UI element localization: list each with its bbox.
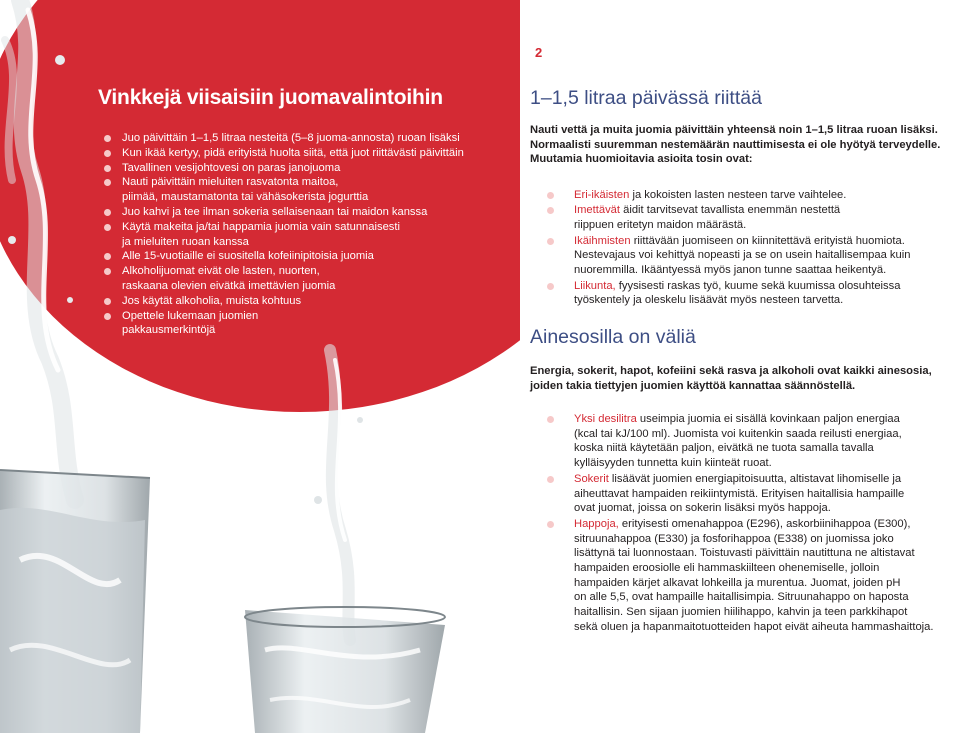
facts-list — [530, 412, 955, 635]
tip-item — [104, 294, 524, 309]
bullet-icon — [104, 224, 111, 231]
tip-item — [104, 205, 524, 220]
tip-text: Alkoholijuomat eivät ole lasten, nuorten, — [122, 265, 320, 278]
fact-item — [530, 279, 955, 308]
tip-text: Juo kahvi ja tee ilman sokeria sellaisenaan tai maidon kanssa — [122, 205, 428, 218]
page-accent-bar — [516, 0, 520, 60]
fact-first-line — [574, 517, 955, 532]
bullet-icon — [104, 179, 111, 186]
tip-text: Alle 15-vuotiaille ei suositella kofeiinipitoisia juomia — [122, 250, 374, 263]
tips-list — [104, 131, 524, 338]
intro-line: Nauti vettä ja muita juomia päivittäin yhteensä noin 1–1,5 litraa ruoan lisäksi. — [530, 124, 938, 136]
fact-keyword: Liikunta, — [574, 279, 616, 292]
fact-text: hampaiden eroosiolle eli hammaskiilteen ohenemiselle, jolloin — [574, 562, 880, 575]
fact-keyword: Eri-ikäisten — [574, 188, 630, 201]
section-ingredients — [530, 326, 955, 636]
intro-line: joiden takia tiettyjen juomien käyttöä kannattaa säännöstellä. — [530, 379, 856, 392]
bullet-icon — [547, 192, 554, 199]
bullet-icon — [547, 207, 554, 214]
fact-text: ja kokoisten lasten nesteen tarve vaihtelee. — [629, 188, 847, 201]
fact-text: on alle 5,5, ovat hampaille haitallisimpia. Sitruunahappo on haposta — [574, 591, 909, 604]
tip-text: Juo päivittäin 1–1,5 litraa nesteitä (5–8 juoma-annosta) ruoan lisäksi — [122, 132, 460, 144]
fact-text: hampaiden kärjet alkavat lohkeilla ja murentua. Juomat, joiden pH — [574, 576, 901, 589]
fact-text: koska niitä käytetään paljon, eivätkä ne tuota samalla tavalla — [574, 442, 874, 455]
tip-item — [104, 175, 524, 205]
intro-line: Energia, sokerit, hapot, kofeiini sekä rasva ja alkoholi ovat kaikki ainesosia, — [530, 365, 932, 377]
fact-first-line — [574, 279, 955, 294]
fact-keyword: Yksi desilitra — [574, 413, 637, 425]
tip-item — [104, 220, 524, 250]
fact-first-line — [574, 412, 955, 427]
tip-text: ja mieluiten ruoan kanssa — [122, 235, 249, 248]
fact-item — [530, 188, 955, 203]
fact-text: sekä oluen ja hapanmaitotuotteiden hapot eivät aiheuta hammashaittoja. — [574, 620, 934, 633]
tip-item — [104, 161, 524, 176]
fact-item — [530, 234, 955, 278]
tip-text: Käytä makeita ja/tai happamia juomia vain satunnaisesti — [122, 220, 400, 233]
fact-keyword: Imettävät — [574, 204, 621, 217]
bullet-icon — [104, 298, 111, 305]
fact-keyword: Ikäihmisten — [574, 234, 631, 247]
bullet-icon — [104, 209, 111, 216]
intro-line: Muutamia huomioitavia asioita tosin ovat: — [530, 153, 753, 165]
fact-text: useimpia juomia ei sisällä kovinkaan paljon energiaa — [636, 413, 900, 425]
tip-text: Nauti päivittäin mieluiten rasvatonta maitoa, — [122, 176, 339, 189]
fact-first-line — [574, 472, 955, 487]
tip-text: Kun ikää kertyy, pidä erityistä huolta siitä, että juot riittävästi päivittäin — [122, 146, 464, 159]
fact-text: lisättynä tai luonnostaan. Toistuvasti päivittäin nautittuna ne altistavat — [574, 547, 915, 560]
section-liquid-amount — [530, 87, 955, 309]
fact-item — [530, 412, 955, 471]
fact-text: kylläisyyden tunnetta kuin kiinteät ruoat. — [574, 457, 772, 470]
bullet-icon — [104, 165, 111, 172]
tip-item — [104, 146, 524, 161]
bullet-icon — [104, 268, 111, 275]
fact-text: riippuen eritetyn maidon määrästä. — [574, 218, 747, 231]
section-intro — [530, 364, 955, 393]
tip-item — [104, 309, 524, 339]
tip-text: Tavallinen vesijohtovesi on paras janojuoma — [122, 161, 341, 174]
fact-text: fyysisesti raskas työ, kuume sekä kuumissa olosuhteissa — [615, 279, 901, 292]
fact-text: Nestevajaus voi kehittyä nopeasti ja se on usein haitallisempaa kuin — [574, 249, 911, 262]
glass-right — [245, 607, 445, 733]
fact-first-line — [574, 234, 955, 249]
fact-text: (kcal tai kJ/100 ml). Juomista voi kuitenkin saada reilusti energiaa, — [574, 427, 902, 440]
page-number: 2 — [535, 45, 543, 60]
tip-text: piimää, maustamatonta tai vähäsokerista jogurttia — [122, 191, 369, 204]
left-title: Vinkkejä viisaisiin juomavalintoihin — [98, 86, 443, 109]
fact-text: ovat juomat, joissa on sokerin lisäksi myös happoja. — [574, 502, 831, 515]
tip-item — [104, 249, 524, 264]
glass-left — [0, 470, 150, 733]
fact-text: riittävään juomiseen on kiinnitettävä erityistä huomiota. — [630, 234, 905, 247]
fact-first-line — [574, 188, 955, 203]
fact-text: aiheuttavat hampaiden reikiintymistä. Erityisen haitallisia hampaille — [574, 487, 905, 500]
fact-keyword: Sokerit — [574, 472, 609, 485]
fact-text: nuoremmilla. Ikääntyessä myös janon tunne saattaa heikentyä. — [574, 264, 887, 277]
tip-text: pakkausmerkintöjä — [122, 324, 216, 337]
fact-item — [530, 203, 955, 232]
fact-text: työskentely ja oleskelu lisäävät myös nesteen tarvetta. — [574, 294, 844, 307]
intro-line: Normaalisti suuremman nestemäärän nauttimisesta ei ole hyötyä terveydelle. — [530, 138, 941, 151]
bullet-icon — [104, 150, 111, 157]
facts-list — [530, 188, 955, 309]
fact-text: haitallisin. Sen sijaan juomien hiilihappo, kahvin ja teen parkkihapot — [574, 606, 908, 619]
fact-first-line — [574, 203, 955, 218]
fact-text: erityisesti omenahappoa (E296), askorbiinihappoa (E300), — [618, 517, 911, 530]
bullet-icon — [104, 253, 111, 260]
tip-text: Jos käytät alkoholia, muista kohtuus — [122, 294, 302, 307]
section-heading: 1–1,5 litraa päivässä riittää — [530, 87, 762, 109]
bullet-icon — [104, 313, 111, 320]
bullet-icon — [547, 476, 554, 483]
fact-text: äidit tarvitsevat tavallista enemmän nestettä — [620, 204, 841, 217]
tip-text: Opettele lukemaan juomien — [122, 309, 259, 322]
tip-item — [104, 264, 524, 294]
bullet-icon — [547, 416, 554, 423]
tip-text: raskaana olevien eivätkä imettävien juomia — [122, 279, 336, 292]
fact-keyword: Happoja, — [574, 517, 619, 530]
fact-item — [530, 472, 955, 516]
fact-item — [530, 517, 955, 635]
bullet-icon — [104, 135, 111, 142]
tip-item — [104, 131, 524, 146]
section-heading: Ainesosilla on väliä — [530, 326, 696, 348]
fact-text: lisäävät juomien energiapitoisuutta, altistavat lihomiselle ja — [608, 472, 902, 485]
bullet-icon — [547, 238, 554, 245]
bullet-icon — [547, 283, 554, 290]
fact-text: sitruunahappoa (E330) ja fosforihappoa (E338) on juomissa joko — [574, 532, 894, 545]
bullet-icon — [547, 521, 554, 528]
section-intro — [530, 123, 955, 167]
